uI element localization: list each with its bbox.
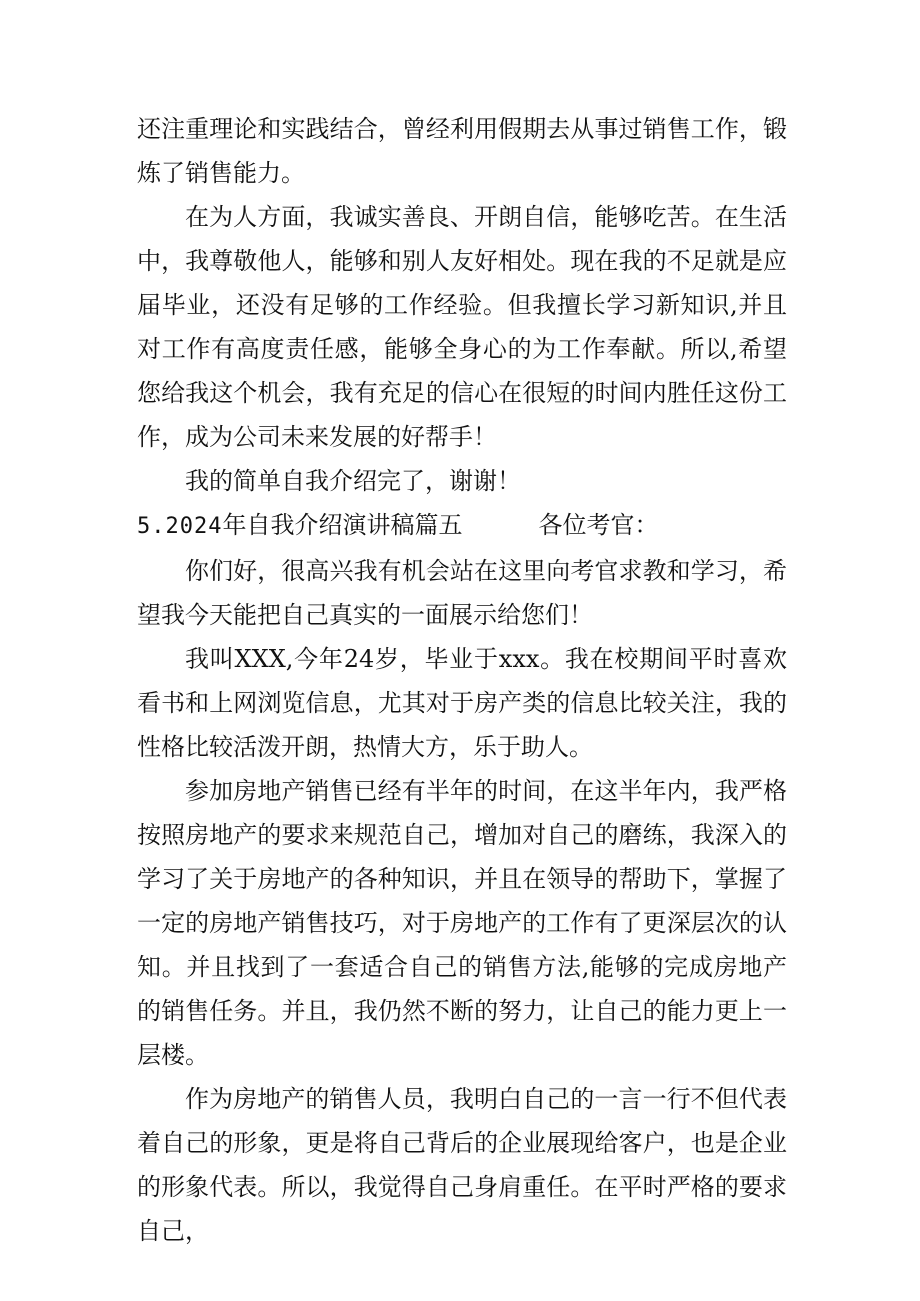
paragraph-experience: 参加房地产销售已经有半年的时间，在这半年内，我严格按照房地产的要求来规范自己，增加对自己的磨练，我深入的学习了关于房地产的各种知识，并且在领导的帮助下，掌握了一定的房地产销售技巧，对于房地产的工作有了更深层次的认知。并且找到了一套适合自己的销售方法,能够的完成房地产的销售任务。并且，我仍然不断的努力，让自己的能力更上一层楼。 xyxy=(137,777,787,1069)
document-body xyxy=(137,107,787,1253)
paragraph-greeting: 你们好，很高兴我有机会站在这里向考官求教和学习，希望我今天能把自己真实的一面展示给您们！ xyxy=(137,557,787,629)
paragraph-introduction: 我叫XXX,今年24岁，毕业于xxx。我在校期间平时喜欢看书和上网浏览信息，尤其对于房产类的信息比较关注，我的性格比较活泼开朗，热情大方，乐于助人。 xyxy=(137,645,787,761)
paragraph-closing: 我的简单自我介绍完了，谢谢！ xyxy=(185,467,521,495)
paragraph-personality: 在为人方面，我诚实善良、开朗自信，能够吃苦。在生活中，我尊敬他人，能够和别人友好相处。现在我的不足就是应届毕业，还没有足够的工作经验。但我擅长学习新知识,并且对工作有高度责任感，能够全身心的为工作奉献。所以,希望您给我这个机会，我有充足的信心在很短的时间内胜任这份工作，成为公司未来发展的好帮手！ xyxy=(137,203,787,451)
section-heading-title: 年自我介绍演讲稿篇五 xyxy=(222,511,463,539)
paragraph-continuation: 还注重理论和实践结合，曾经利用假期去从事过销售工作，锻炼了销售能力。 xyxy=(137,115,787,187)
section-greeting: 各位考官： xyxy=(538,511,659,539)
section-heading-number: 5.2024 xyxy=(137,514,223,539)
paragraph-responsibility: 作为房地产的销售人员，我明白自己的一言一行不但代表着自己的形象，更是将自己背后的企业展现给客户，也是企业的形象代表。所以，我觉得自己身肩重任。在平时严格的要求自己， xyxy=(137,1085,787,1245)
section-heading xyxy=(137,503,787,549)
